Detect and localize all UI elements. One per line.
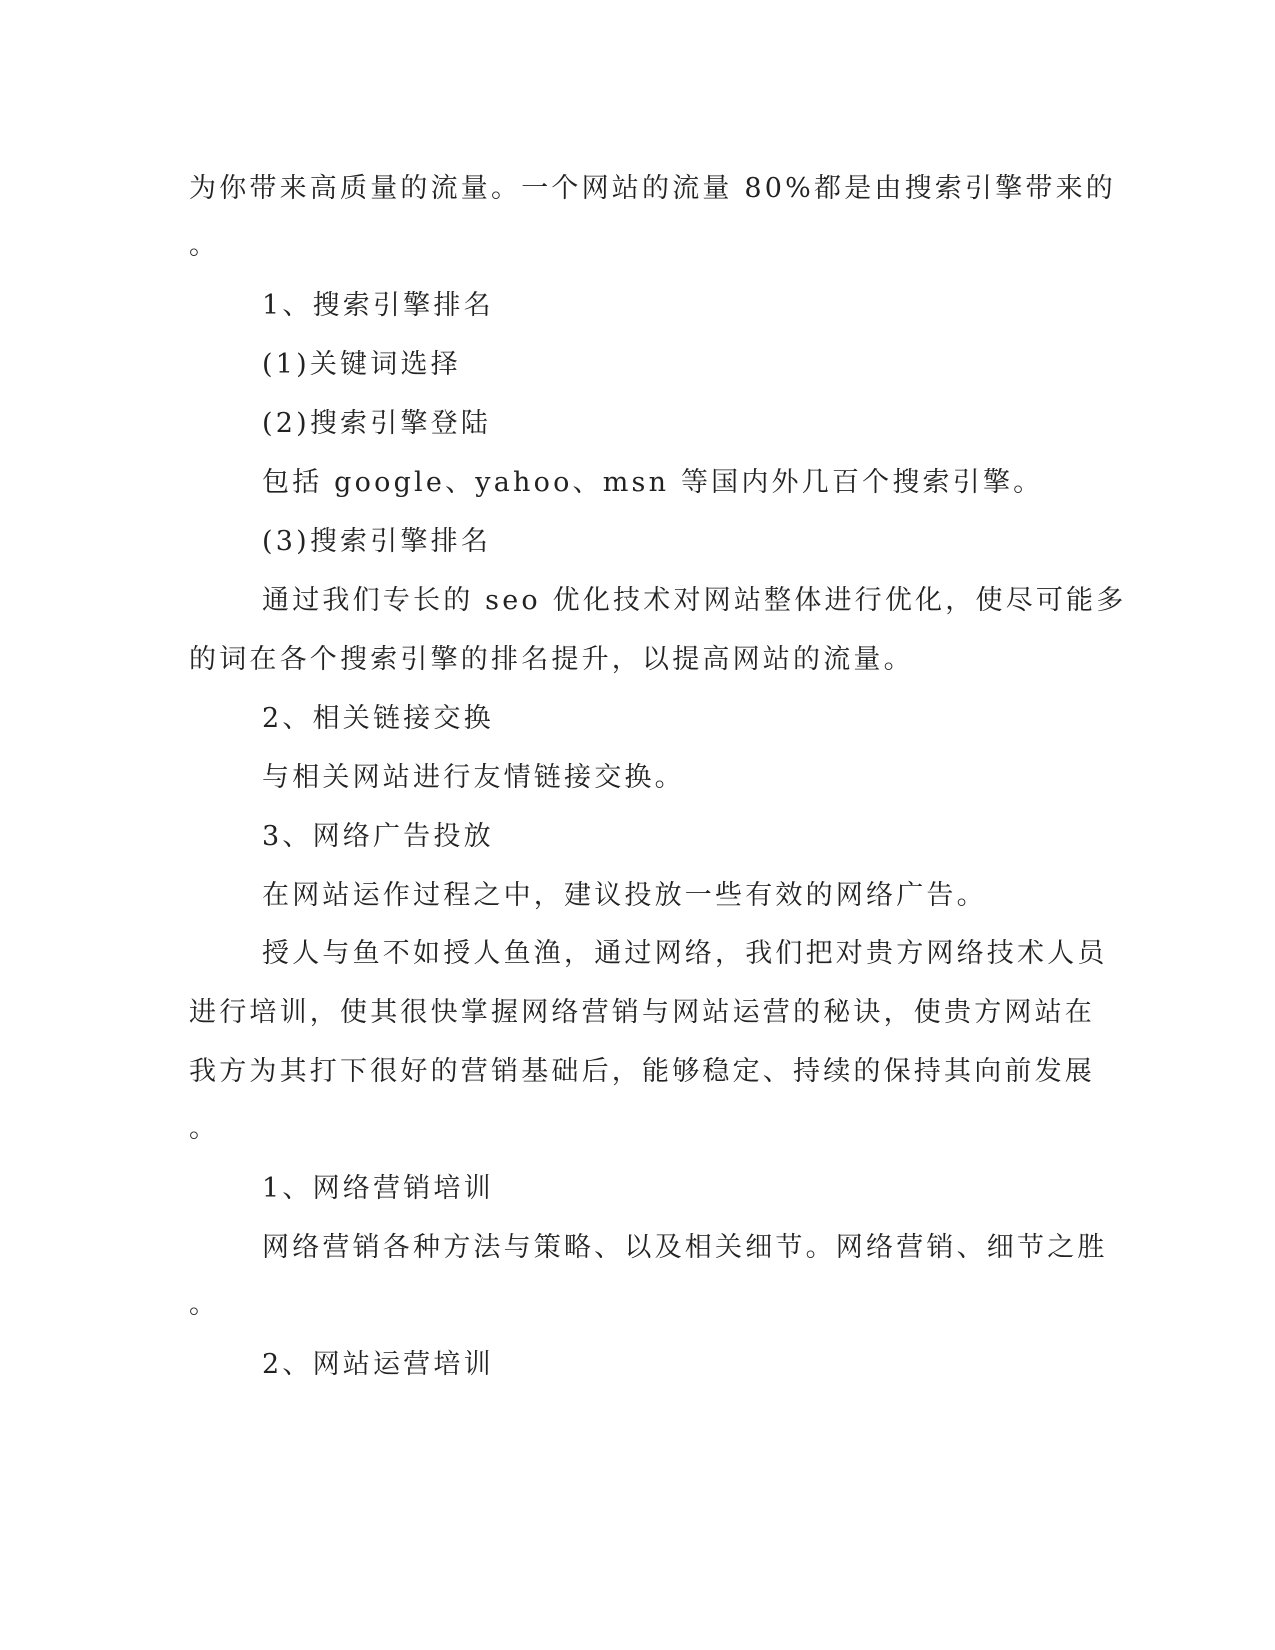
section-heading: 3、网络广告投放 <box>262 821 494 852</box>
paragraph-line: 为你带来高质量的流量。一个网站的流量 80%都是由搜索引擎带来的 <box>189 173 1116 204</box>
paragraph-line: 在网站运作过程之中，建议投放一些有效的网络广告。 <box>262 880 987 911</box>
paragraph-line: 。 <box>189 230 220 261</box>
paragraph-line: 。 <box>189 1113 220 1144</box>
paragraph-line: 我方为其打下很好的营销基础后，能够稳定、持续的保持其向前发展 <box>189 1056 1095 1087</box>
paragraph-line: 授人与鱼不如授人鱼渔，通过网络，我们把对贵方网络技术人员 <box>262 938 1108 969</box>
paragraph-line: 通过我们专长的 seo 优化技术对网站整体进行优化，使尽可能多 <box>262 585 1127 616</box>
paragraph-line: 网络营销各种方法与策略、以及相关细节。网络营销、细节之胜 <box>262 1232 1108 1263</box>
paragraph-line: 进行培训，使其很快掌握网络营销与网站运营的秘诀，使贵方网站在 <box>189 997 1095 1028</box>
paragraph-line: 的词在各个搜索引擎的排名提升，以提高网站的流量。 <box>189 644 914 675</box>
subsection-heading: (1)关键词选择 <box>262 349 461 380</box>
section-heading: 2、相关链接交换 <box>262 703 494 734</box>
subsection-heading: (2)搜索引擎登陆 <box>262 408 492 439</box>
paragraph-line: 。 <box>189 1289 220 1320</box>
paragraph-line: 与相关网站进行友情链接交换。 <box>262 762 685 793</box>
subsection-heading: (3)搜索引擎排名 <box>262 526 492 557</box>
section-heading: 2、网站运营培训 <box>262 1349 494 1380</box>
section-heading: 1、搜索引擎排名 <box>262 290 494 321</box>
section-heading: 1、网络营销培训 <box>262 1173 494 1204</box>
paragraph-line: 包括 google、yahoo、msn 等国内外几百个搜索引擎。 <box>262 467 1044 498</box>
